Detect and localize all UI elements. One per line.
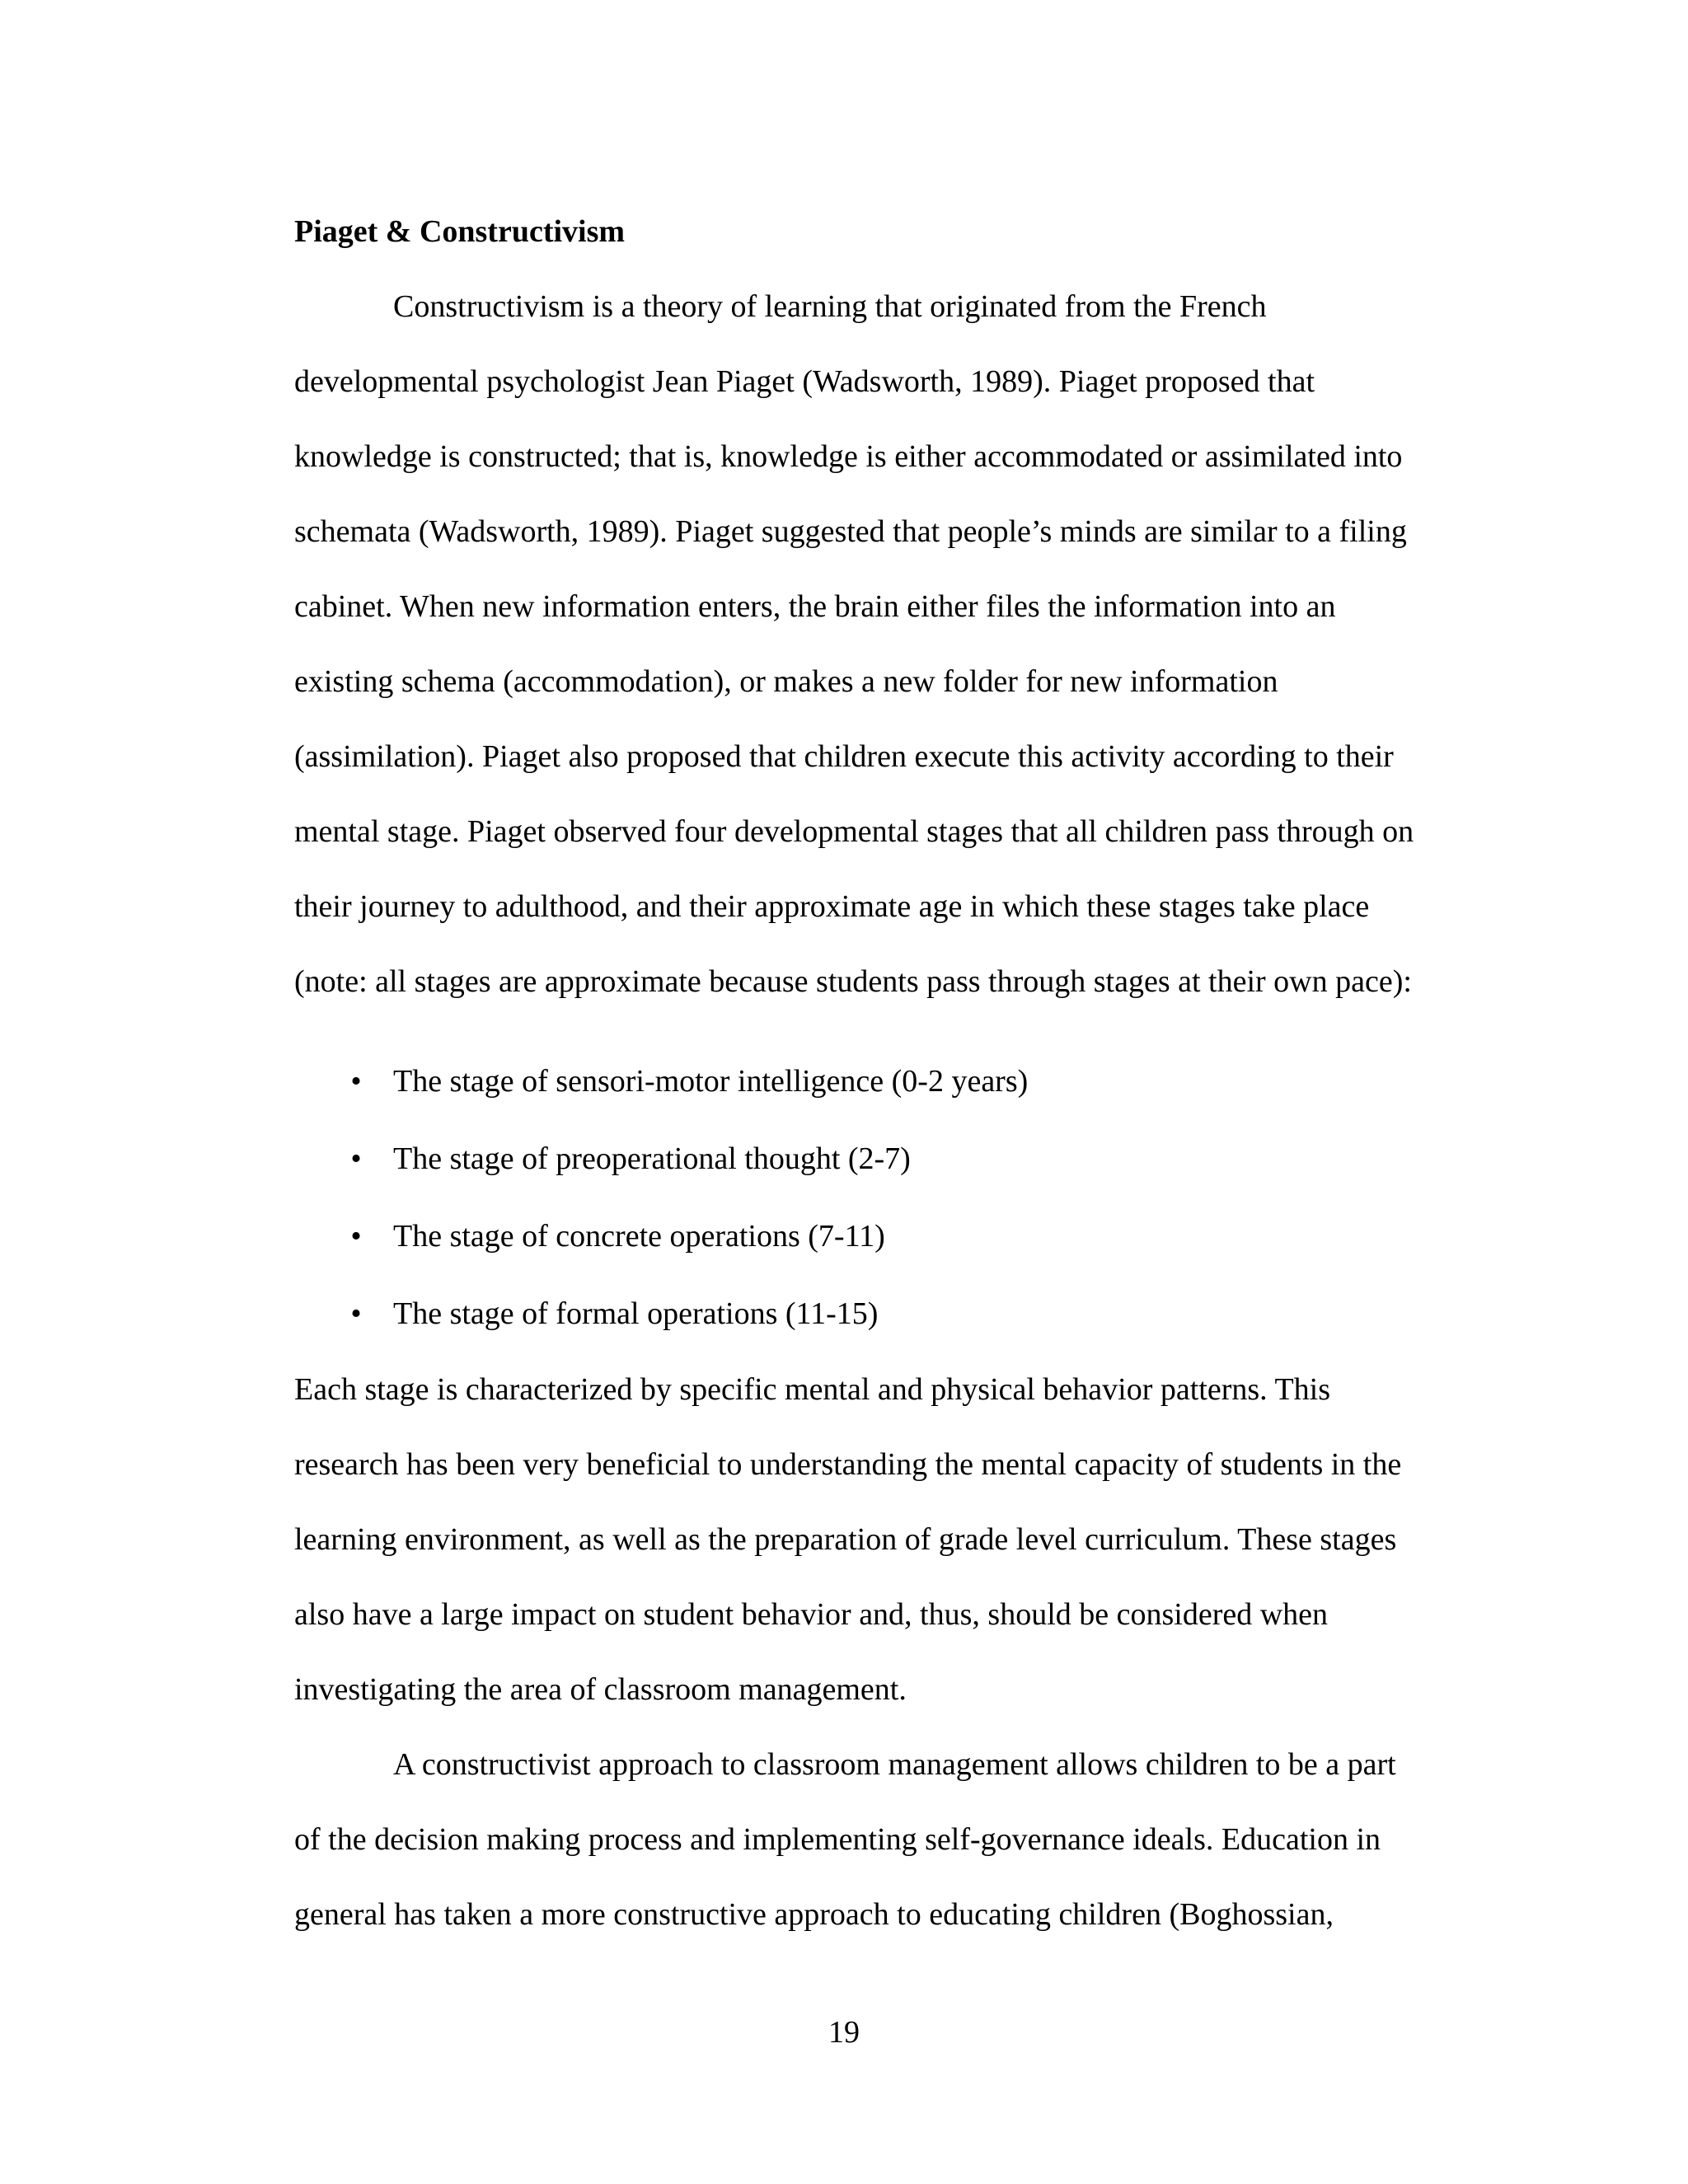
list-item — [294, 1120, 1473, 1197]
stages-list — [294, 1043, 1473, 1352]
stage-text: The stage of formal operations (11-15) — [393, 1296, 879, 1331]
paragraph-line: of the decision making process and implementing self-governance ideals. Education in — [294, 1822, 1381, 1857]
paragraph-line: (note: all stages are approximate because students pass through stages at their own pace): — [294, 964, 1412, 999]
stage-text: The stage of sensori-motor intelligence (0-2 years) — [393, 1064, 1029, 1099]
paragraph-classroom-management — [294, 1727, 1473, 1952]
paragraph-line: also have a large impact on student behavior and, thus, should be considered when — [294, 1597, 1329, 1632]
bullet-icon: • — [350, 1064, 362, 1099]
paragraph-line: Each stage is characterized by specific mental and physical behavior patterns. This — [294, 1372, 1331, 1407]
paragraph-constructivism — [294, 269, 1473, 1019]
list-item — [294, 1275, 1473, 1352]
list-item — [294, 1197, 1473, 1275]
paragraph-stages — [294, 1352, 1473, 1727]
paragraph-line: A constructivist approach to classroom management allows children to be a part — [393, 1747, 1396, 1782]
paragraph-line: developmental psychologist Jean Piaget (Wadsworth, 1989). Piaget proposed that — [294, 364, 1315, 399]
page-content — [294, 194, 1473, 1952]
paragraph-line: knowledge is constructed; that is, knowledge is either accommodated or assimilated into — [294, 439, 1403, 474]
paragraph-line: Constructivism is a theory of learning that originated from the French — [393, 289, 1267, 324]
section-heading: Piaget & Constructivism — [294, 214, 626, 249]
paragraph-line: cabinet. When new information enters, the brain either files the information into an — [294, 589, 1336, 624]
paragraph-line: schemata (Wadsworth, 1989). Piaget suggested that people’s minds are similar to a filing — [294, 514, 1407, 549]
paragraph-line: mental stage. Piaget observed four developmental stages that all children pass through on — [294, 814, 1414, 849]
paragraph-line: research has been very beneficial to understanding the mental capacity of students in the — [294, 1447, 1402, 1482]
list-item — [294, 1043, 1473, 1120]
paragraph-line: existing schema (accommodation), or makes a new folder for new information — [294, 664, 1278, 699]
paragraph-line: their journey to adulthood, and their approximate age in which these stages take place — [294, 889, 1370, 924]
paragraph-line: general has taken a more constructive approach to educating children (Boghossian, — [294, 1897, 1334, 1932]
page-number: 19 — [828, 2015, 860, 2050]
paragraph-line: investigating the area of classroom management. — [294, 1672, 907, 1707]
stage-text: The stage of preoperational thought (2-7) — [393, 1141, 911, 1176]
bullet-icon: • — [350, 1141, 362, 1176]
bullet-icon: • — [350, 1296, 362, 1331]
paragraph-line: learning environment, as well as the preparation of grade level curriculum. These stages — [294, 1522, 1397, 1557]
paragraph-line: (assimilation). Piaget also proposed that children execute this activity according to their — [294, 739, 1394, 774]
bullet-icon: • — [350, 1219, 362, 1254]
stage-text: The stage of concrete operations (7-11) — [393, 1219, 885, 1254]
